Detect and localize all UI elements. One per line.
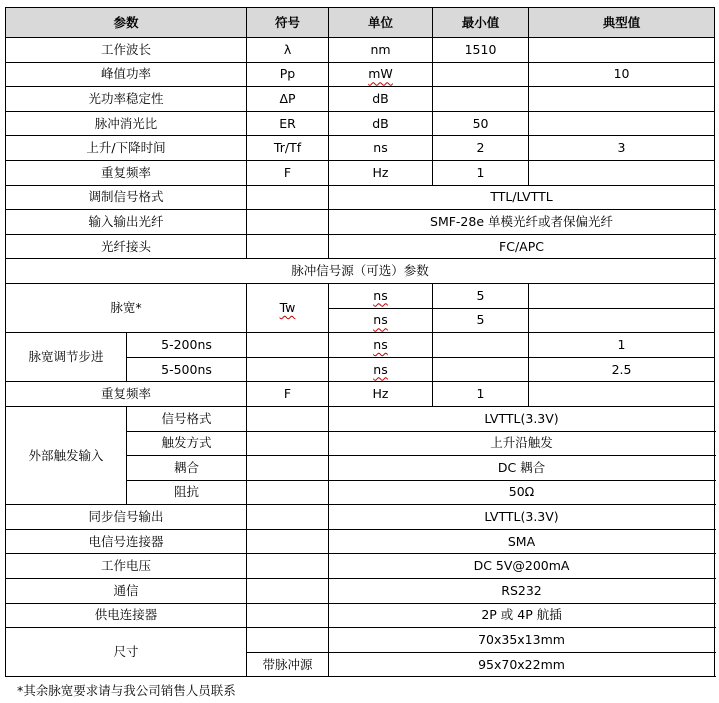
unit-cell — [329, 357, 433, 382]
typ-cell — [529, 308, 715, 333]
unit-cell: dB — [329, 87, 433, 112]
param-name: 供电连接器 — [6, 603, 247, 628]
header-symbol: 符号 — [247, 8, 329, 38]
value-cell: FC/APC — [329, 234, 715, 259]
typ-cell — [529, 38, 715, 63]
typ-cell — [529, 87, 715, 112]
empty-cell — [247, 234, 329, 259]
empty-cell — [247, 357, 329, 382]
param-name: 重复频率 — [6, 382, 247, 407]
param-name: 光功率稳定性 — [6, 87, 247, 112]
min-cell — [433, 333, 529, 358]
min-cell — [433, 357, 529, 382]
param-name: 电信号连接器 — [6, 529, 247, 554]
param-name: 脉冲消光比 — [6, 111, 247, 136]
sub-param: 5-500ns — [127, 357, 247, 382]
symbol-cell: λ — [247, 38, 329, 63]
table-row — [6, 283, 715, 308]
table-row — [6, 234, 715, 259]
min-cell: 50 — [433, 111, 529, 136]
symbol-cell: F — [247, 382, 329, 407]
section-title: 脉冲信号源（可选）参数 — [6, 259, 715, 284]
unit-cell: Hz — [329, 382, 433, 407]
param-name: 同步信号输出 — [6, 505, 247, 530]
unit-cell — [329, 283, 433, 308]
header-min: 最小值 — [433, 8, 529, 38]
value-cell: 50Ω — [329, 480, 715, 505]
table-row — [6, 554, 715, 579]
unit-text: ns — [373, 336, 388, 352]
param-name: 通信 — [6, 579, 247, 604]
table-row — [6, 529, 715, 554]
table-row — [6, 62, 715, 87]
empty-cell — [247, 480, 329, 505]
symbol-cell: Tr/Tf — [247, 136, 329, 161]
symbol-cell: ER — [247, 111, 329, 136]
min-cell: 5 — [433, 308, 529, 333]
min-cell: 1 — [433, 382, 529, 407]
sub-param: 耦合 — [127, 456, 247, 481]
min-cell — [433, 87, 529, 112]
table-row — [6, 136, 715, 161]
sub-param: 5-200ns — [127, 333, 247, 358]
symbol-cell — [247, 283, 329, 332]
unit-text: ns — [373, 312, 388, 328]
table-row — [6, 603, 715, 628]
empty-cell — [247, 529, 329, 554]
value-cell: 上升沿触发 — [329, 431, 715, 456]
empty-cell — [247, 406, 329, 431]
unit-cell — [329, 62, 433, 87]
min-cell: 5 — [433, 283, 529, 308]
value-cell: SMF-28e 单模光纤或者保偏光纤 — [329, 210, 715, 235]
empty-cell — [247, 603, 329, 628]
unit-cell — [329, 308, 433, 333]
param-name: 工作电压 — [6, 554, 247, 579]
value-cell: 70x35x13mm — [329, 628, 715, 653]
empty-cell — [247, 628, 329, 653]
unit-text: mW — [368, 66, 393, 82]
table-row — [6, 210, 715, 235]
unit-cell — [329, 333, 433, 358]
min-cell: 1 — [433, 160, 529, 185]
table-row — [6, 38, 715, 63]
header-unit: 单位 — [329, 8, 433, 38]
empty-cell — [247, 185, 329, 210]
param-name: 峰值功率 — [6, 62, 247, 87]
unit-cell: ns — [329, 136, 433, 161]
symbol-cell: ΔP — [247, 87, 329, 112]
param-name: 工作波长 — [6, 38, 247, 63]
param-name: 调制信号格式 — [6, 185, 247, 210]
param-name: 脉宽* — [6, 283, 247, 332]
table-row — [6, 579, 715, 604]
unit-text: ns — [373, 287, 388, 303]
empty-cell — [247, 554, 329, 579]
param-name: 光纤接头 — [6, 234, 247, 259]
param-name: 上升/下降时间 — [6, 136, 247, 161]
table-row — [6, 406, 715, 431]
typ-cell: 3 — [529, 136, 715, 161]
value-cell: DC 耦合 — [329, 456, 715, 481]
empty-cell — [247, 431, 329, 456]
min-cell: 2 — [433, 136, 529, 161]
empty-cell — [247, 579, 329, 604]
sub-param: 信号格式 — [127, 406, 247, 431]
header-param: 参数 — [6, 8, 247, 38]
section-row — [6, 259, 715, 284]
typ-cell — [529, 283, 715, 308]
unit-cell: Hz — [329, 160, 433, 185]
table-row — [6, 87, 715, 112]
min-cell — [433, 62, 529, 87]
value-cell: LVTTL(3.3V) — [329, 505, 715, 530]
value-cell: LVTTL(3.3V) — [329, 406, 715, 431]
typ-cell: 2.5 — [529, 357, 715, 382]
param-name: 尺寸 — [6, 628, 247, 677]
sub-param: 触发方式 — [127, 431, 247, 456]
table-row — [6, 628, 715, 653]
value-cell: SMA — [329, 529, 715, 554]
value-cell: 95x70x22mm — [329, 652, 715, 677]
empty-cell — [247, 333, 329, 358]
unit-cell: dB — [329, 111, 433, 136]
table-row — [6, 382, 715, 407]
symbol-cell: Pp — [247, 62, 329, 87]
table-row — [6, 160, 715, 185]
min-cell: 1510 — [433, 38, 529, 63]
typ-cell: 1 — [529, 333, 715, 358]
value-cell: DC 5V@200mA — [329, 554, 715, 579]
unit-text: ns — [373, 361, 388, 377]
header-typ: 典型值 — [529, 8, 715, 38]
typ-cell — [529, 160, 715, 185]
value-cell: TTL/LVTTL — [329, 185, 715, 210]
table-row — [6, 333, 715, 358]
value-cell: 2P 或 4P 航插 — [329, 603, 715, 628]
param-name: 输入输出光纤 — [6, 210, 247, 235]
sub-param: 阻抗 — [127, 480, 247, 505]
symbol-cell: F — [247, 160, 329, 185]
empty-cell — [247, 210, 329, 235]
typ-cell: 10 — [529, 62, 715, 87]
empty-cell — [247, 456, 329, 481]
table-row — [6, 505, 715, 530]
param-name: 重复频率 — [6, 160, 247, 185]
sub-param: 带脉冲源 — [247, 652, 329, 677]
table-header — [6, 8, 715, 38]
typ-cell — [529, 111, 715, 136]
param-name: 脉宽调节步进 — [6, 333, 127, 382]
typ-cell — [529, 382, 715, 407]
table-row — [6, 185, 715, 210]
empty-cell — [247, 505, 329, 530]
value-cell: RS232 — [329, 579, 715, 604]
symbol-text: Tw — [279, 300, 296, 316]
table-row — [6, 111, 715, 136]
footnote: *其余脉宽要求请与我公司销售人员联系 — [17, 683, 236, 698]
param-name: 外部触发输入 — [6, 406, 127, 504]
unit-cell: nm — [329, 38, 433, 63]
spec-table — [5, 7, 715, 677]
